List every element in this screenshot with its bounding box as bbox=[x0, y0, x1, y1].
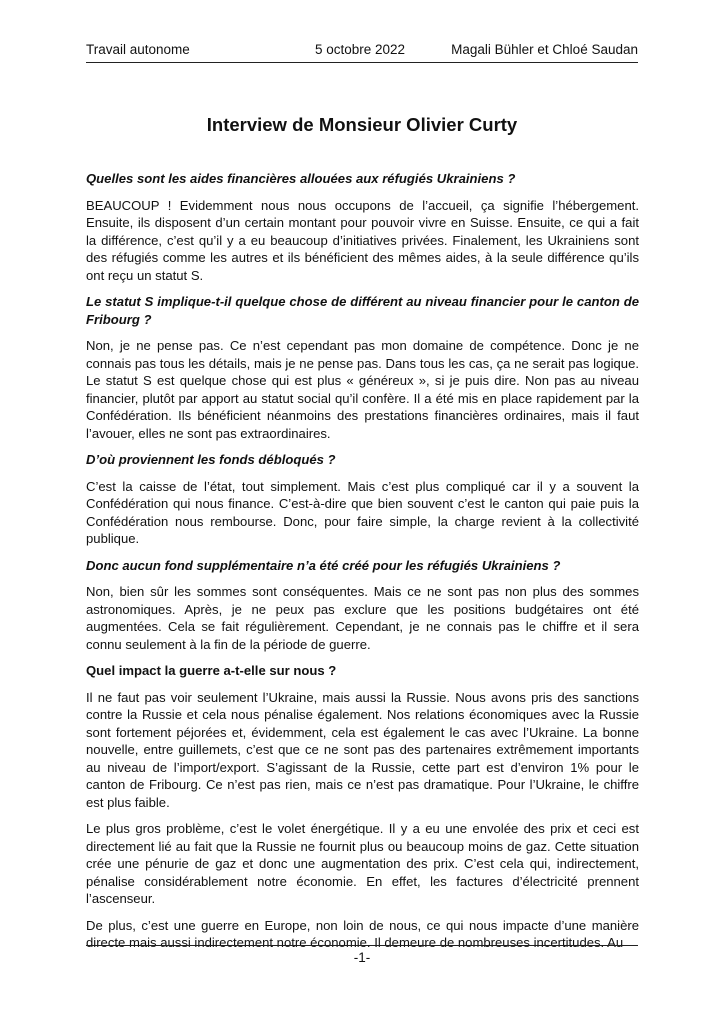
header-date: 5 octobre 2022 bbox=[315, 42, 406, 57]
interview-body bbox=[86, 170, 639, 961]
answer-3: C’est la caisse de l’état, tout simplement. Mais c’est plus compliqué car il y a souvent la Confédération qui nous finance. C’est-à-dire que bien souvent c’est le canton qui paie puis la Confédération nous rembourse. Donc, pour faire simple, la charge revient à la collectivité publique. bbox=[86, 478, 639, 546]
question-2: Le statut S implique-t-il quelque chose de différent au niveau financier pour le canton de Fribourg ? bbox=[86, 294, 639, 327]
answer-4: Non, bien sûr les sommes sont conséquentes. Mais ce ne sont pas non plus des sommes astronomiques. Après, je ne peux pas exclure que les positions budgétaires ont été augmentées. Cela se fait régulièrement. Cependant, je ne connais pas le chiffre et il sera connu seulement à la fin de la période de guerre. bbox=[86, 584, 639, 652]
page-title: Interview de Monsieur Olivier Curty bbox=[206, 114, 518, 135]
page-header bbox=[86, 40, 638, 60]
question-3: D’où proviennent les fonds débloqués ? bbox=[86, 452, 336, 467]
answer-5-paragraph-1: Il ne faut pas voir seulement l’Ukraine, mais aussi la Russie. Nous avons pris des sanctions contre la Russie et cela nous pénalise également. Nos relations économiques avec la Russie sont fortement péjorées et, évidemment, cela est également le cas avec l’Ukraine. La bonne nouvelle, entre guillemets, c’est que ce ne sont pas des partenaires extrêmement importants au niveau de l’import/export. S’agissant de la Russie, cette part est d’environ 1% pour le canton de Fribourg. Ce n’est pas rien, mais ce n’est pas dramatique. Pour l’Ukraine, le chiffre est plus faible. bbox=[86, 689, 639, 810]
question-1: Quelles sont les aides financières allouées aux réfugiés Ukrainiens ? bbox=[86, 171, 516, 186]
answer-5-paragraph-3: De plus, c’est une guerre en Europe, non loin de nous, ce qui nous impacte d’une manière directe mais aussi indirectement notre économie. Il demeure de nombreuses incertitudes. Au bbox=[86, 917, 639, 950]
header-left-text: Travail autonome bbox=[86, 42, 190, 57]
answer-2: Non, je ne pense pas. Ce n’est cependant pas mon domaine de compétence. Donc je ne connais pas tous les détails, mais je ne pense pas. Dans tous les cas, ça ne serait pas logique. Le statut S est quelque chose qui est plus « généreux », si je puis dire. Non pas au niveau financier, plutôt par apport au statut social qu’il confère. Il a été mis en place rapidement par la Confédération. Ils bénéficient néanmoins des prestations financières ordinaires, mais il faut l’avouer, elles ne sont pas extraordinaires. bbox=[86, 338, 639, 441]
header-divider bbox=[86, 62, 638, 63]
answer-5-paragraph-2: Le plus gros problème, c’est le volet énergétique. Il y a eu une envolée des prix et ceci est directement lié au fait que la Russie ne fournit plus ou beaucoup moins de gaz. Cette situation crée une pénurie de gaz et donc une augmentation des prix. C’est cela qui, indirectement, pénalise considérablement notre économie. En effet, les factures d’électricité prennent l’ascenseur. bbox=[86, 821, 639, 906]
question-5: Quel impact la guerre a-t-elle sur nous ? bbox=[86, 663, 337, 678]
header-authors: Magali Bühler et Chloé Saudan bbox=[451, 42, 638, 57]
answer-1: BEAUCOUP ! Evidemment nous nous occupons de l’accueil, ça signifie l’hébergement. Ensuite, ils disposent d’un certain montant pour pouvoir vivre en Suisse. Ensuite, ce qui a fait la différence, c’est qu’il y a eu beaucoup d’initiatives privées. Finalement, les Ukrainiens sont des réfugiés comme les autres et ils bénéficient des mêmes aides, à la seule différence qu’ils ont reçu un statut S. bbox=[86, 197, 639, 283]
page-number: -1- bbox=[353, 950, 371, 965]
footer-divider bbox=[86, 945, 638, 946]
question-4: Donc aucun fond supplémentaire n’a été créé pour les réfugiés Ukrainiens ? bbox=[86, 557, 561, 573]
